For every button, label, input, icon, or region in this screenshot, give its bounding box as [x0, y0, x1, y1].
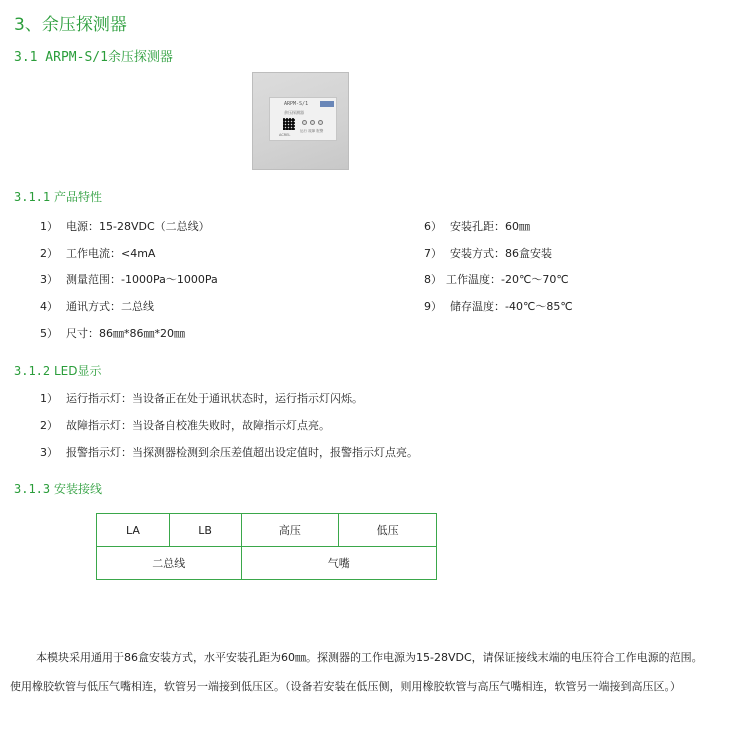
- led-item: 1） 运行指示灯：当设备正在处于通讯状态时，运行指示灯闪烁。: [40, 392, 363, 405]
- install-paragraph: 本模块采用通用于86盒安装方式，水平安装孔距为60㎜。探测器的工作电源为15-28VDC，请保证接线末端的电压符合工作电源的范围。使用橡胶软管与低压气嘴相连，软管另一端接到低压区。（设备若安装在低压侧，则用橡胶软管与高压气嘴相连，软管另一端接到高压区。）: [10, 651, 703, 693]
- features-heading-text: 产品特性: [53, 190, 102, 204]
- panel-name-label: 余压探测器: [284, 110, 304, 115]
- section-title: 3、余压探测器: [14, 15, 127, 35]
- wiring-heading-text: 安装接线: [53, 482, 102, 496]
- bus-cell: 二总线: [97, 547, 242, 580]
- feature-item: 1） 电源：15-28VDC（二总线）: [40, 220, 210, 233]
- device-panel: [269, 97, 337, 141]
- alarm-led-icon: [318, 120, 323, 125]
- brand-logo-icon: [320, 101, 334, 107]
- feature-item: 6） 安装孔距：60㎜: [424, 220, 530, 233]
- features-heading-num: 3.1.1: [14, 190, 51, 204]
- feature-item: 5） 尺寸：86㎜*86㎜*20㎜: [40, 327, 185, 340]
- led-heading: [14, 362, 101, 379]
- product-image: [252, 72, 349, 170]
- low-pressure-cell: 低压: [339, 514, 437, 547]
- feature-item: 4） 通讯方式：二总线: [40, 300, 154, 313]
- led-heading-text: LED显示: [53, 364, 102, 378]
- nozzle-cell: 气嘴: [241, 547, 437, 580]
- terminal-lb-cell: LB: [169, 514, 241, 547]
- wiring-heading: [14, 480, 102, 497]
- wiring-terminal-row: [97, 514, 437, 547]
- feature-item: 7） 安装方式：86盒安装: [424, 247, 552, 260]
- wiring-heading-num: 3.1.3: [14, 482, 51, 496]
- qr-code-icon: [283, 118, 295, 130]
- wiring-group-row: [97, 547, 437, 580]
- terminal-la-cell: LA: [97, 514, 170, 547]
- feature-item: 9） 储存温度：-40℃～85℃: [424, 300, 573, 313]
- led-heading-num: 3.1.2: [14, 364, 51, 378]
- feature-item: 8） 工作温度：-20℃～70℃: [424, 273, 569, 286]
- subsection-title: 3.1 ARPM-S/1余压探测器: [14, 50, 173, 65]
- features-heading: [14, 188, 102, 205]
- led-item: 2） 故障指示灯：当设备自校准失败时，故障指示灯点亮。: [40, 419, 330, 432]
- wiring-table: [96, 513, 437, 580]
- feature-item: 2） 工作电流：<4mA: [40, 247, 156, 260]
- led-item: 3） 报警指示灯：当探测器检测到余压差值超出设定值时，报警指示灯点亮。: [40, 446, 418, 459]
- high-pressure-cell: 高压: [241, 514, 339, 547]
- panel-led-labels: 运行 故障 报警: [300, 129, 324, 133]
- run-led-icon: [302, 120, 307, 125]
- panel-model-label: ARPM-S/1: [284, 101, 309, 107]
- panel-brand-label: ACREL: [279, 133, 291, 137]
- fault-led-icon: [310, 120, 315, 125]
- feature-item: 3） 测量范围：-1000Pa～1000Pa: [40, 273, 218, 286]
